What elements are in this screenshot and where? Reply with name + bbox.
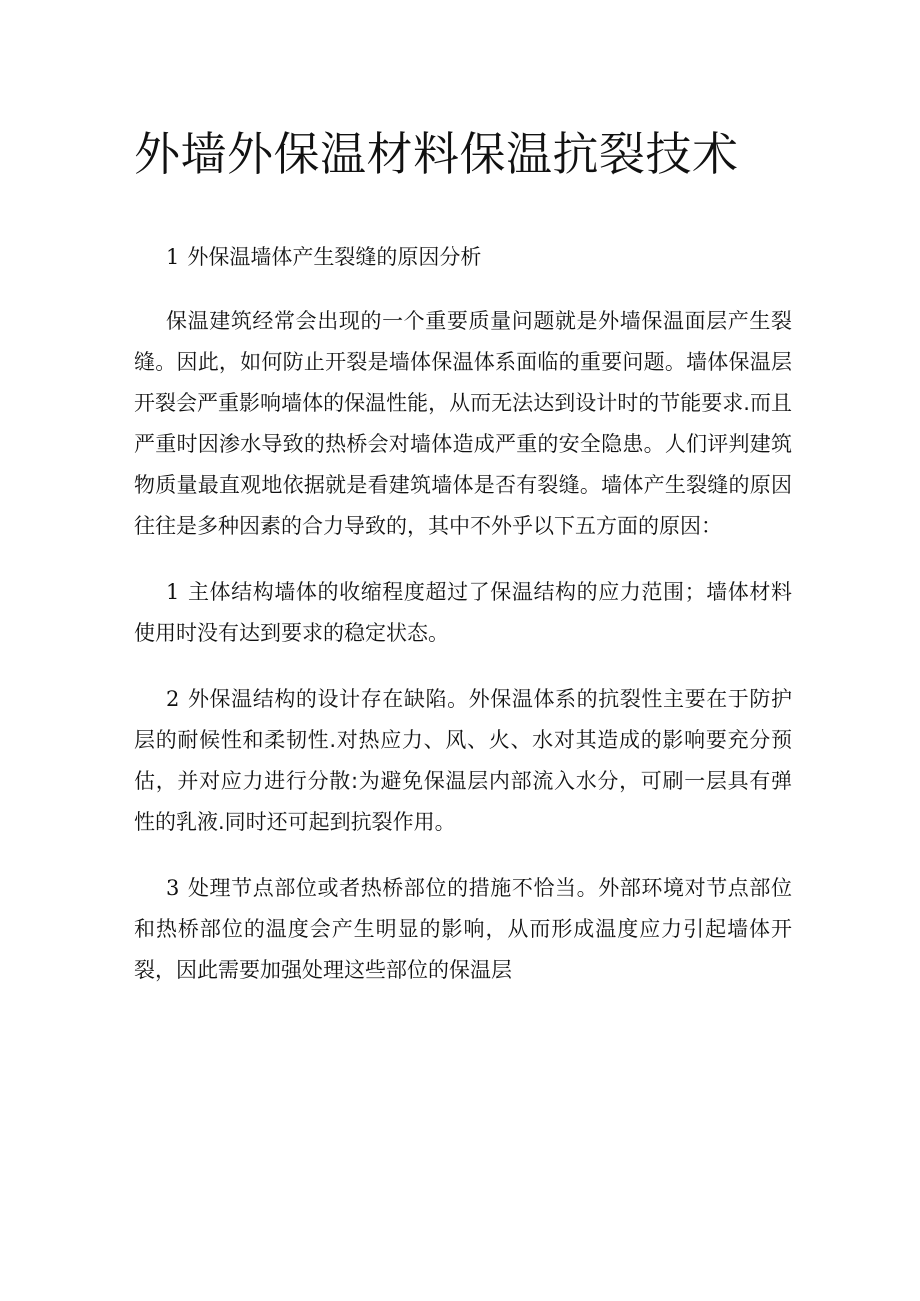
section-heading-text: 外保温墙体产生裂缝的原因分析 (187, 245, 482, 269)
section-number: 1 (166, 245, 180, 269)
reason-number: 3 (166, 876, 180, 900)
document-body (134, 237, 792, 1016)
reason-item (134, 679, 792, 843)
reason-item (134, 868, 792, 991)
reason-number: 1 (166, 580, 180, 604)
reason-text: 主体结构墙体的收缩程度超过了保温结构的应力范围；墙体材料使用时没有达到要求的稳定状态。 (134, 580, 792, 645)
reason-item (134, 572, 792, 654)
intro-paragraph: 保温建筑经常会出现的一个重要质量问题就是外墙保温面层产生裂缝。因此，如何防止开裂是墙体保温体系面临的重要问题。墙体保温层开裂会严重影响墙体的保温性能，从而无法达到设计时的节能要求.而且严重时因渗水导致的热桥会对墙体造成严重的安全隐患。人们评判建筑物质量最直观地依据就是看建筑墙体是否有裂缝。墙体产生裂缝的原因往往是多种因素的合力导致的，其中不外乎以下五方面的原因： (134, 309, 792, 538)
reason-text: 外保温结构的设计存在缺陷。外保温体系的抗裂性主要在于防护层的耐候性和柔韧性.对热应力、风、火、水对其造成的影响要充分预估，并对应力进行分散:为避免保温层内部流入水分，可刷一层具有弹性的乳液.同时还可起到抗裂作用。 (134, 687, 792, 834)
reason-number: 2 (166, 687, 180, 711)
section-heading (134, 237, 792, 278)
reason-text: 处理节点部位或者热桥部位的措施不恰当。外部环境对节点部位和热桥部位的温度会产生明显的影响，从而形成温度应力引起墙体开裂，因此需要加强处理这些部位的保温层 (134, 876, 792, 982)
document-title: 外墙外保温材料保温抗裂技术 (134, 127, 739, 181)
